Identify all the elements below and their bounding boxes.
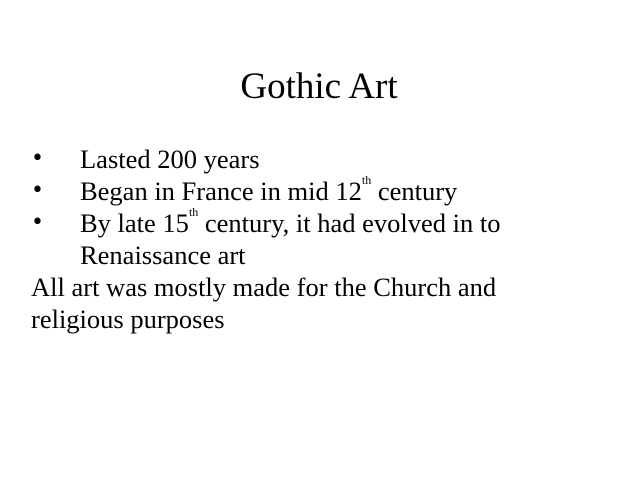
bullet-item-3 (31, 207, 621, 271)
bullet-text: Began in France in mid 12 (80, 176, 362, 206)
bullet-line-2: Renaissance art (80, 240, 246, 270)
slide-body (31, 143, 621, 335)
paragraph-line-1: All art was mostly made for the Church and (31, 272, 497, 302)
bullet-text-continued: century (371, 176, 458, 206)
ordinal-suffix: th (361, 173, 372, 187)
bullet-dot-icon: • (31, 146, 44, 171)
bullet-dot-icon: • (31, 210, 44, 235)
bullet-line-1 (80, 207, 621, 239)
bullet-text: By late 15 (80, 208, 189, 238)
ordinal-suffix: th (188, 205, 199, 219)
bullet-item-1 (31, 143, 621, 175)
bullet-item-2 (31, 175, 621, 207)
closing-paragraph (31, 271, 621, 335)
slide-title: Gothic Art (240, 66, 398, 107)
bullet-text: Lasted 200 years (80, 144, 260, 174)
bullet-text-continued: century, it had evolved in to (198, 208, 501, 238)
paragraph-line-2: religious purposes (31, 304, 225, 334)
bullet-dot-icon: • (31, 178, 44, 203)
